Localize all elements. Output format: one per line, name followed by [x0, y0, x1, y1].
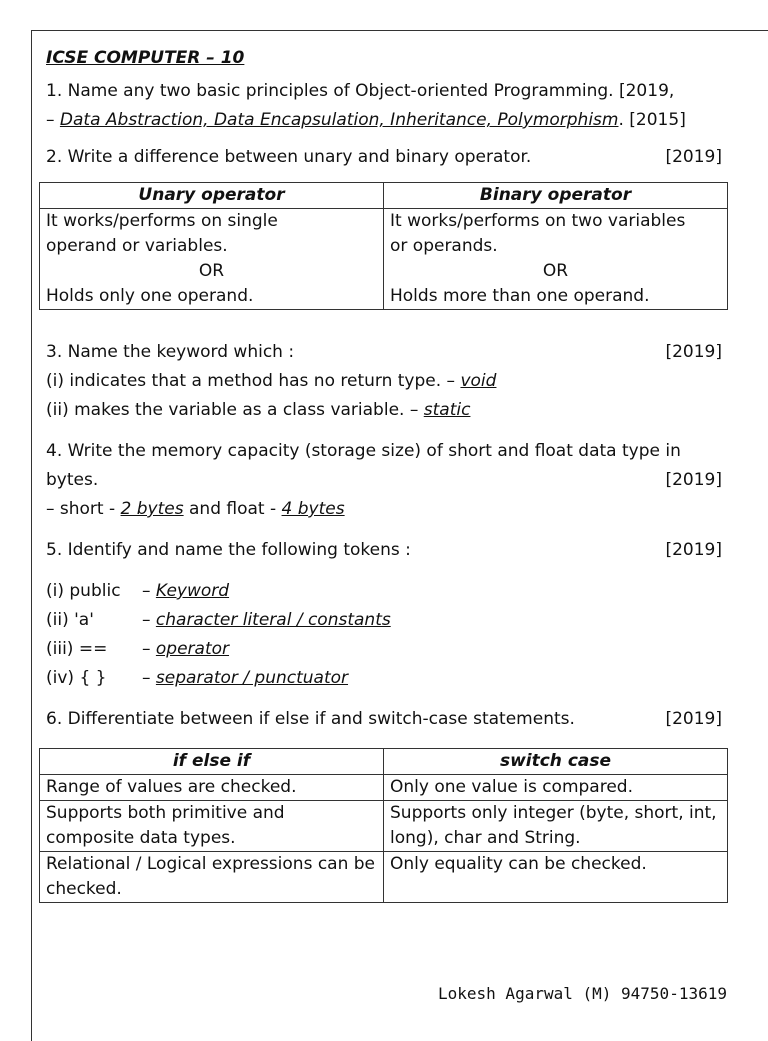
question-2: [46, 143, 722, 172]
question-1-year: . [2015]: [618, 110, 686, 130]
question-5-year: [2019]: [665, 540, 722, 560]
token-item: [46, 635, 722, 664]
unary-binary-table: [39, 182, 728, 310]
table-row: [40, 775, 728, 801]
cell-line: It works/performs on two variables: [390, 211, 686, 231]
token-answer: separator / punctuator: [155, 668, 349, 688]
cell-line: Holds only one operand.: [46, 286, 254, 306]
question-1-answer-line: [46, 106, 722, 135]
question-5-text: 5. Identify and name the following tokens :: [46, 540, 411, 560]
part-answer: static: [423, 400, 471, 420]
table-row: [40, 801, 728, 852]
dash: –: [142, 639, 151, 659]
cell-line: It works/performs on single: [46, 211, 278, 231]
ifelse-switch-table: [39, 748, 728, 903]
question-1-answer: Data Abstraction, Data Encapsulation, Inheritance, Polymorphism: [59, 110, 619, 130]
table-header: if else if: [40, 749, 384, 775]
token-label: (iv) { }: [46, 668, 107, 688]
question-3-part: [46, 367, 722, 396]
token-item: [46, 577, 722, 606]
question-4-text-2: bytes.: [46, 470, 99, 490]
question-6-text: 6. Differentiate between if else if and switch-case statements.: [46, 709, 575, 729]
question-4-year: [2019]: [665, 470, 722, 490]
question-3-text: 3. Name the keyword which :: [46, 342, 295, 362]
question-3-year: [2019]: [665, 342, 722, 362]
question-4-answer: [46, 495, 722, 524]
table-cell: Supports only integer (byte, short, int, long), char and String.: [384, 801, 728, 852]
token-answer: Keyword: [155, 581, 230, 601]
table-cell: Only equality can be checked.: [384, 852, 728, 903]
question-4-line2: [46, 466, 722, 495]
answer-short: 2 bytes: [120, 499, 184, 519]
table-cell: [40, 209, 384, 310]
question-1: [46, 77, 722, 135]
question-3-part: [46, 396, 722, 425]
table-header: switch case: [384, 749, 728, 775]
dash: –: [142, 581, 151, 601]
token-list: [46, 577, 722, 693]
table-cell: Range of values are checked.: [40, 775, 384, 801]
table-header: Binary operator: [384, 183, 728, 209]
token-label: (iii) ==: [46, 639, 108, 659]
table-cell: Supports both primitive and composite data types.: [40, 801, 384, 852]
table-cell: [384, 209, 728, 310]
cell-line: operand or variables.: [46, 236, 228, 256]
cell-line: Holds more than one operand.: [390, 286, 650, 306]
token-label: (ii) 'a': [46, 610, 94, 630]
question-3: [46, 338, 722, 367]
question-6: [46, 705, 722, 734]
cell-line: OR: [198, 261, 225, 281]
part-text: (ii) makes the variable as a class variable. –: [46, 400, 419, 420]
question-6-year: [2019]: [665, 709, 722, 729]
question-4: [46, 437, 722, 524]
footer-author: Lokesh Agarwal (M) 94750-13619: [438, 984, 727, 1003]
table-header-row: [40, 183, 728, 209]
table-cell: Relational / Logical expressions can be checked.: [40, 852, 384, 903]
dash: –: [142, 610, 151, 630]
token-item: [46, 606, 722, 635]
part-text: (i) indicates that a method has no return type. –: [46, 371, 456, 391]
table-row: [40, 852, 728, 903]
table-header-row: [40, 749, 728, 775]
part-answer: void: [460, 371, 497, 391]
token-answer: character literal / constants: [155, 610, 391, 630]
table-header: Unary operator: [40, 183, 384, 209]
table-row: [40, 209, 728, 310]
question-4-text: 4. Write the memory capacity (storage size) of short and float data type in: [46, 441, 681, 461]
answer-text: – short -: [46, 499, 116, 519]
token-item: [46, 664, 722, 693]
cell-line: or operands.: [390, 236, 498, 256]
question-5: [46, 536, 722, 565]
token-label: (i) public: [46, 581, 121, 601]
question-2-year: [2019]: [665, 147, 722, 167]
answer-text: and float -: [189, 499, 277, 519]
dash: –: [142, 668, 151, 688]
document-body: [46, 44, 722, 903]
answer-float: 4 bytes: [281, 499, 345, 519]
dash: –: [46, 110, 55, 130]
page-title: ICSE COMPUTER – 10: [46, 48, 245, 68]
question-2-text: 2. Write a difference between unary and binary operator.: [46, 147, 532, 167]
cell-line: OR: [542, 261, 569, 281]
table-cell: Only one value is compared.: [384, 775, 728, 801]
token-answer: operator: [155, 639, 230, 659]
question-1-text: 1. Name any two basic principles of Object-oriented Programming. [2019,: [46, 81, 675, 101]
